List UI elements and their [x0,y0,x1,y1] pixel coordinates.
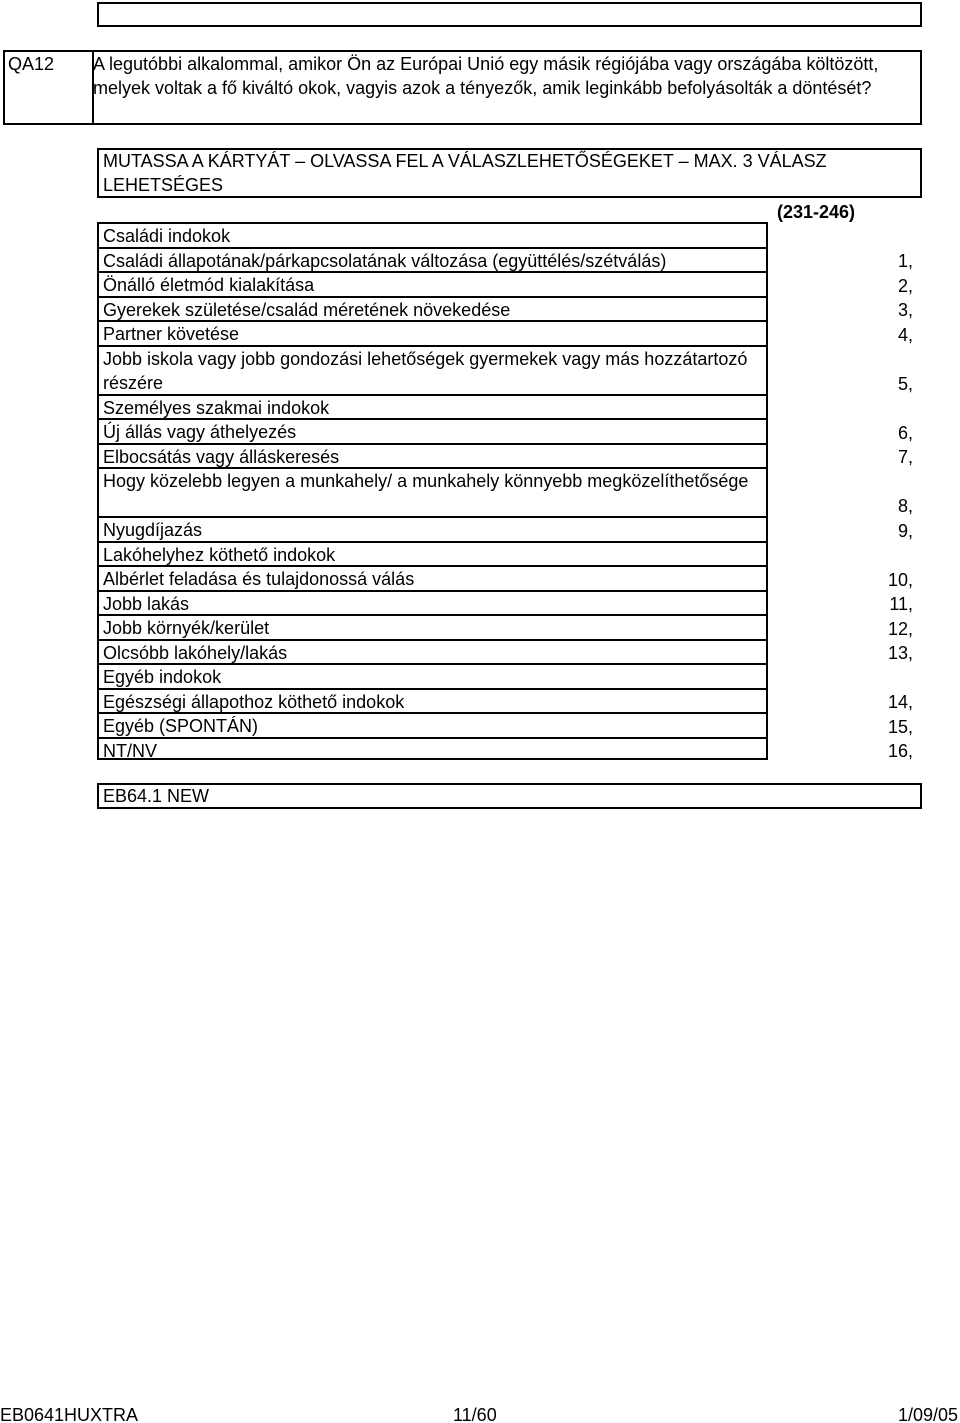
answer-label: Egészségi állapothoz köthető indokok [103,691,405,712]
note-box [97,783,922,809]
answer-code: 9, [897,520,913,541]
answer-label: Családi indokok [103,226,231,246]
answer-label: Jobb iskola vagy jobb gondozási lehetőségek gyermekek vagy más hozzátartozó részére [103,348,748,393]
code-range: (231-246) [776,202,855,222]
answer-code: 8, [897,496,913,516]
answer-code: 4, [897,324,913,345]
answer-code: 3, [897,300,913,320]
answer-label: Olcsóbb lakóhely/lakás [103,642,288,663]
answer-row [99,616,913,641]
answer-label: Nyugdíjazás [103,520,203,540]
answer-row [99,347,913,396]
answer-label: Egyéb indokok [103,667,222,687]
answer-row [99,420,913,445]
answer-label: Családi állapotának/párkapcsolatának változása (együttélés/szétválás) [103,250,667,271]
footer-page-number: 11/60 [453,1405,497,1423]
answer-row [99,273,913,298]
category-row [99,543,766,568]
question-id: QA12 [8,54,55,74]
answer-label: Jobb lakás [103,593,190,614]
answer-code: 11, [889,594,913,614]
answer-label: Albérlet feladása és tulajdonossá válás [103,569,415,589]
empty-header-box [97,2,922,27]
answer-label: Egyéb (SPONTÁN) [103,716,259,736]
answer-row [99,739,913,764]
answer-code: 5, [897,373,913,394]
category-row [99,224,766,249]
answer-label: Elbocsátás vagy álláskeresés [103,446,340,467]
footer-date: 1/09/05 [897,1405,958,1423]
answer-label: Gyerekek születése/család méretének növekedése [103,299,511,320]
answer-code: 6, [897,422,913,443]
answer-row [99,690,913,715]
answer-code: 10, [887,569,913,590]
answer-label: Új állás vagy áthelyezés [103,422,297,442]
answer-label: Lakóhelyhez köthető indokok [103,544,336,565]
answer-row [99,298,913,323]
answer-row [99,714,913,739]
answer-code: 14, [887,692,913,712]
answer-row [99,445,913,470]
answer-label: Jobb környék/kerület [103,618,270,638]
answer-row [99,469,913,518]
footer-doc-id: EB0641HUXTRA [0,1405,139,1423]
note-text: EB64.1 NEW [103,786,210,806]
answer-code: 16, [887,741,913,761]
answer-label: Önálló életmód kialakítása [103,275,315,295]
answer-code: 13, [887,643,913,663]
answer-code: 15, [887,716,913,737]
answer-row [99,249,913,274]
answer-label: NT/NV [103,740,157,761]
answer-code: 2, [897,275,913,296]
answer-code: 12, [887,618,913,639]
answer-code: 7, [897,447,913,467]
answer-row [99,592,913,617]
answer-row [99,518,913,543]
answer-label: Partner követése [103,324,240,344]
answer-list [97,222,913,761]
category-row [99,665,766,690]
question-text: A legutóbbi alkalommal, amikor Ön az Európai Unió egy másik régiójába vagy országába költözött, melyek voltak a fő kiváltó okok, vagyis azok a tényezők, amik leginkább befolyásolták a döntését? [93,54,879,98]
answer-label: Személyes szakmai indokok [103,397,330,418]
answer-row [99,322,913,347]
category-row [99,396,766,421]
instruction-text: MUTASSA A KÁRTYÁT – OLVASSA FEL A VÁLASZLEHETŐSÉGEKET – MAX. 3 VÁLASZ LEHETSÉGES [103,151,827,195]
answer-row [99,641,913,666]
answer-code: 1, [897,251,913,271]
answer-row [99,567,913,592]
answer-label: Hogy közelebb legyen a munkahely/ a munkahely könnyebb megközelíthetősége [103,471,749,491]
